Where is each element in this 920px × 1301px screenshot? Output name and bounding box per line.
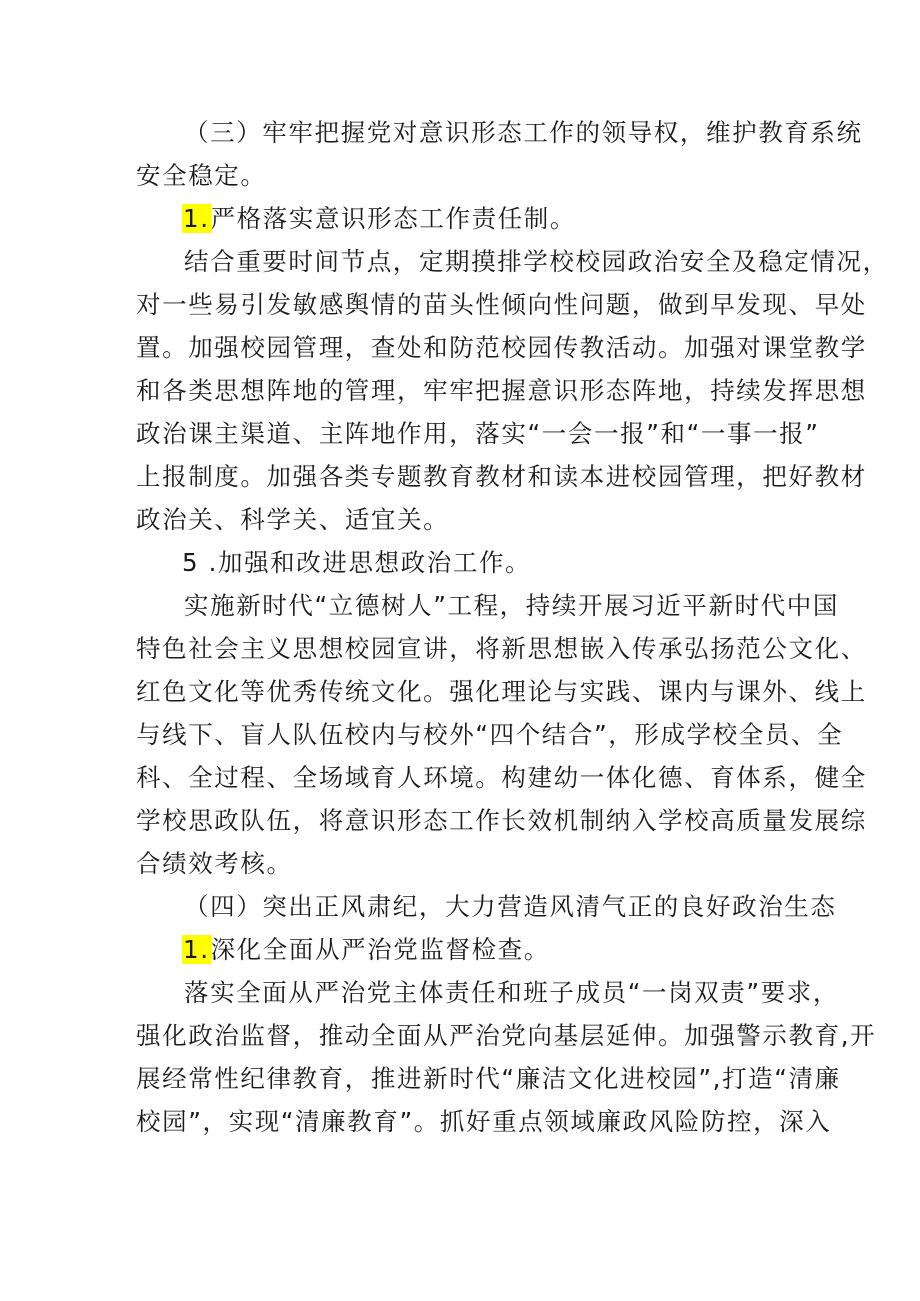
subsection-title: 严格落实意识形态工作责任制。 [210, 204, 576, 233]
section-heading-4: （四）突出正风肃纪，大力营造风清气正的良好政治生态 [184, 892, 837, 921]
section-heading-3: （三）牢牢把握党对意识形态工作的领导权，维护教育系统 [184, 118, 863, 147]
paragraph-line: 结合重要时间节点，定期摸排学校校园政治安全及稳定情况， [184, 247, 889, 276]
paragraph-line: 安全稳定。 [136, 161, 267, 190]
subsection-title: 深化全面从严治党监督检查。 [210, 935, 550, 964]
paragraph-line: 和各类思想阵地的管理，牢牢把握意识形态阵地，持续发挥思想 [136, 376, 867, 405]
paragraph-line: 实施新时代“立德树人”工程，持续开展习近平新时代中国 [184, 591, 839, 620]
paragraph-line: 校园”，实现“清廉教育”。抓好重点领域廉政风险防控，深入 [136, 1107, 832, 1136]
paragraph-line: 特色社会主义思想校园宣讲，将新思想嵌入传承弘扬范公文化、 [136, 634, 867, 663]
paragraph-line: 合绩效考核。 [136, 849, 293, 878]
paragraph-line: 红色文化等优秀传统文化。强化理论与实践、课内与课外、线上 [136, 677, 867, 706]
paragraph-line: 政治关、科学关、适宜关。 [136, 505, 450, 534]
highlighted-number: 1. [183, 204, 210, 233]
paragraph-line: 学校思政队伍，将意识形态工作长效机制纳入学校高质量发展综 [136, 806, 867, 835]
highlighted-number: 1. [183, 935, 210, 964]
paragraph-line: 与线下、盲人队伍校内与校外“四个结合”，形成学校全员、全 [136, 720, 844, 749]
paragraph-line: 落实全面从严治党主体责任和班子成员“一岗双责”要求， [184, 978, 839, 1007]
paragraph-line: 上报制度。加强各类专题教育教材和读本进校园管理，把好教材 [136, 462, 867, 491]
paragraph-line: 展经常性纪律教育，推进新时代“廉洁文化进校园”,打造“清廉 [136, 1064, 841, 1093]
paragraph-line: 科、全过程、全场域育人环境。构建幼一体化德、育体系，健全 [136, 763, 867, 792]
paragraph-line: 强化政治监督，推动全面从严治党向基层延伸。加强警示教育,开 [136, 1021, 877, 1050]
paragraph-line: 置。加强校园管理，查处和防范校园传教活动。加强对课堂教学 [136, 333, 867, 362]
paragraph-line: 对一些易引发敏感舆情的苗头性倾向性问题，做到早发现、早处 [136, 290, 867, 319]
paragraph-line: 政治课主渠道、主阵地作用，落实“一会一报”和“一事一报” [136, 419, 820, 448]
subsection-heading-1 [182, 204, 576, 234]
subsection-heading-1b [182, 935, 550, 965]
subsection-heading-5: 5 .加强和改进思想政治工作。 [182, 548, 532, 577]
